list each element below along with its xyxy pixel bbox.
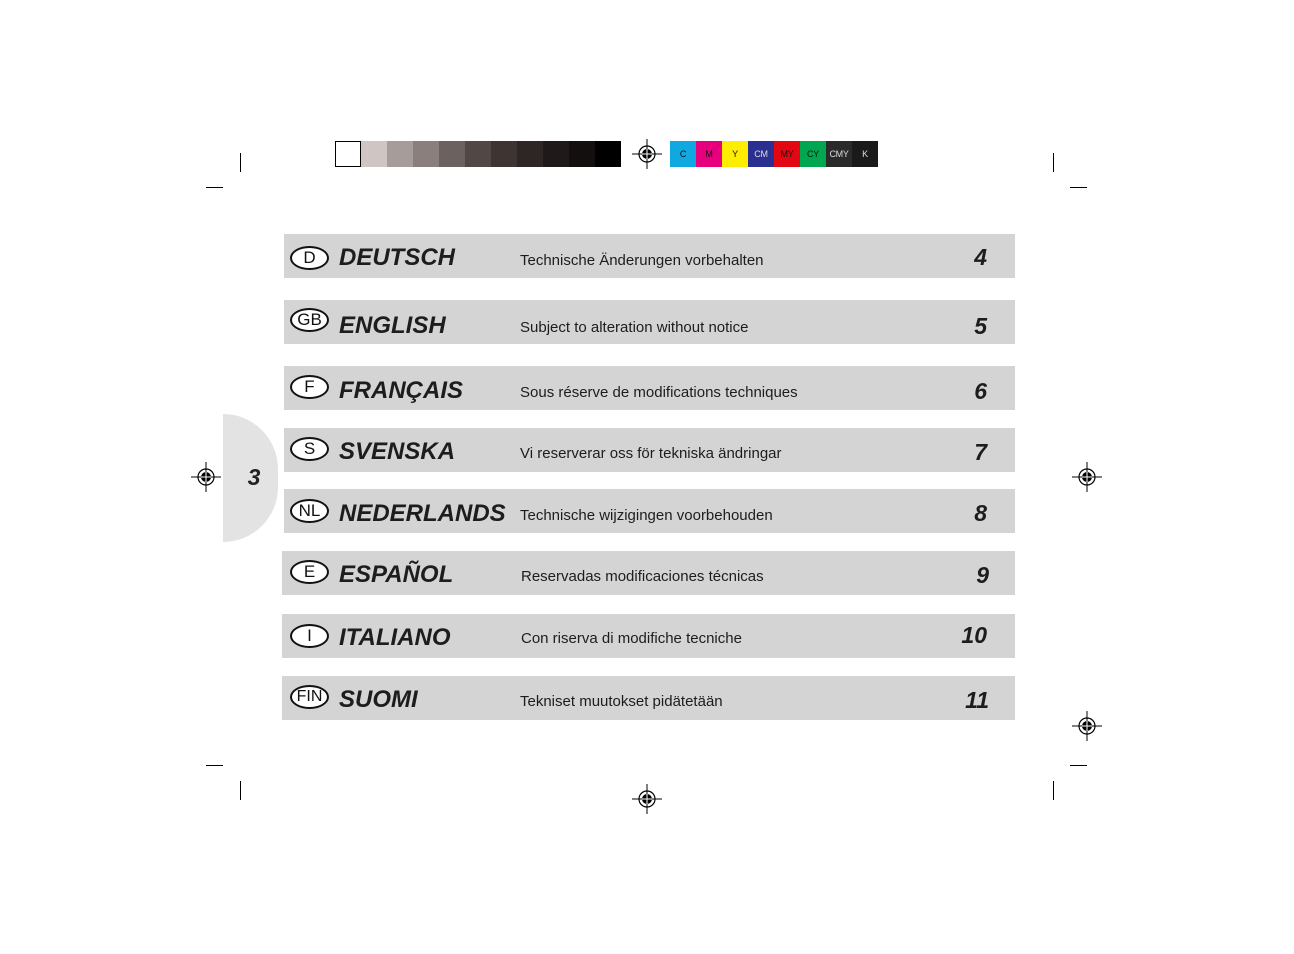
language-name: ESPAÑOL — [339, 561, 454, 588]
grey-swatch — [569, 141, 595, 167]
cmyk-color-bar — [670, 141, 878, 167]
cmyk-swatch: C — [670, 141, 696, 167]
crop-mark — [206, 187, 223, 188]
crop-mark — [240, 153, 241, 172]
language-row-deutsch[interactable] — [284, 234, 1015, 278]
language-code-badge: I — [290, 624, 329, 648]
grey-swatch — [335, 141, 361, 167]
cmyk-swatch: M — [696, 141, 722, 167]
crop-mark — [1070, 765, 1087, 766]
language-code-badge: GB — [290, 308, 329, 332]
cmyk-swatch: CM — [748, 141, 774, 167]
grey-swatch — [491, 141, 517, 167]
alteration-notice: Reservadas modificaciones técnicas — [521, 568, 764, 585]
crop-mark — [1053, 153, 1054, 172]
language-code-badge: FIN — [290, 685, 329, 709]
page-number-tab — [223, 414, 278, 542]
section-page-number: 8 — [974, 500, 987, 526]
cmyk-swatch: Y — [722, 141, 748, 167]
grey-swatch — [439, 141, 465, 167]
language-row-espanol[interactable] — [282, 551, 1015, 595]
language-row-nederlands[interactable] — [284, 489, 1015, 533]
registration-mark-icon — [1072, 711, 1102, 741]
language-row-italiano[interactable] — [282, 614, 1015, 658]
crop-mark — [206, 765, 223, 766]
grey-swatch — [361, 141, 387, 167]
language-row-francais[interactable] — [284, 366, 1015, 410]
language-code-badge: E — [290, 560, 329, 584]
language-row-suomi[interactable] — [282, 676, 1015, 720]
page-number: 3 — [247, 464, 261, 490]
language-code-badge: NL — [290, 499, 329, 523]
grey-swatch — [465, 141, 491, 167]
alteration-notice: Vi reserverar oss för tekniska ändringar — [520, 445, 782, 462]
grey-swatch — [543, 141, 569, 167]
language-name: SUOMI — [339, 686, 418, 713]
section-page-number: 5 — [974, 313, 987, 339]
alteration-notice: Con riserva di modifiche tecniche — [521, 630, 742, 647]
grey-swatch — [517, 141, 543, 167]
language-name: FRANÇAIS — [339, 377, 463, 404]
alteration-notice: Tekniset muutokset pidätetään — [520, 693, 723, 710]
alteration-notice: Sous réserve de modifications techniques — [520, 384, 798, 401]
registration-mark-icon — [191, 462, 221, 492]
registration-mark-icon — [1072, 462, 1102, 492]
cmyk-swatch: MY — [774, 141, 800, 167]
language-row-english[interactable] — [284, 300, 1015, 344]
language-name: ITALIANO — [339, 624, 451, 651]
section-page-number: 11 — [965, 687, 989, 713]
section-page-number: 7 — [974, 439, 987, 465]
language-row-svenska[interactable] — [284, 428, 1015, 472]
language-name: ENGLISH — [339, 312, 446, 339]
language-code-badge: S — [290, 437, 329, 461]
registration-mark-icon — [632, 139, 662, 169]
alteration-notice: Technische wijzigingen voorbehouden — [520, 507, 773, 524]
crop-mark — [1053, 781, 1054, 800]
alteration-notice: Subject to alteration without notice — [520, 319, 749, 336]
section-page-number: 4 — [974, 244, 987, 270]
cmyk-swatch: CY — [800, 141, 826, 167]
language-code-badge: D — [290, 246, 329, 270]
crop-mark — [1070, 187, 1087, 188]
grey-swatch — [595, 141, 621, 167]
section-page-number: 10 — [961, 622, 987, 648]
grey-color-bar — [335, 141, 621, 167]
language-name: NEDERLANDS — [339, 500, 506, 527]
language-name: SVENSKA — [339, 438, 456, 465]
language-code-badge: F — [290, 375, 329, 399]
language-name: DEUTSCH — [339, 244, 456, 271]
section-page-number: 6 — [974, 378, 987, 404]
registration-mark-icon — [632, 784, 662, 814]
alteration-notice: Technische Änderungen vorbehalten — [520, 252, 764, 269]
grey-swatch — [413, 141, 439, 167]
cmyk-swatch: CMY — [826, 141, 852, 167]
crop-mark — [240, 781, 241, 800]
cmyk-swatch: K — [852, 141, 878, 167]
section-page-number: 9 — [976, 562, 989, 588]
grey-swatch — [387, 141, 413, 167]
